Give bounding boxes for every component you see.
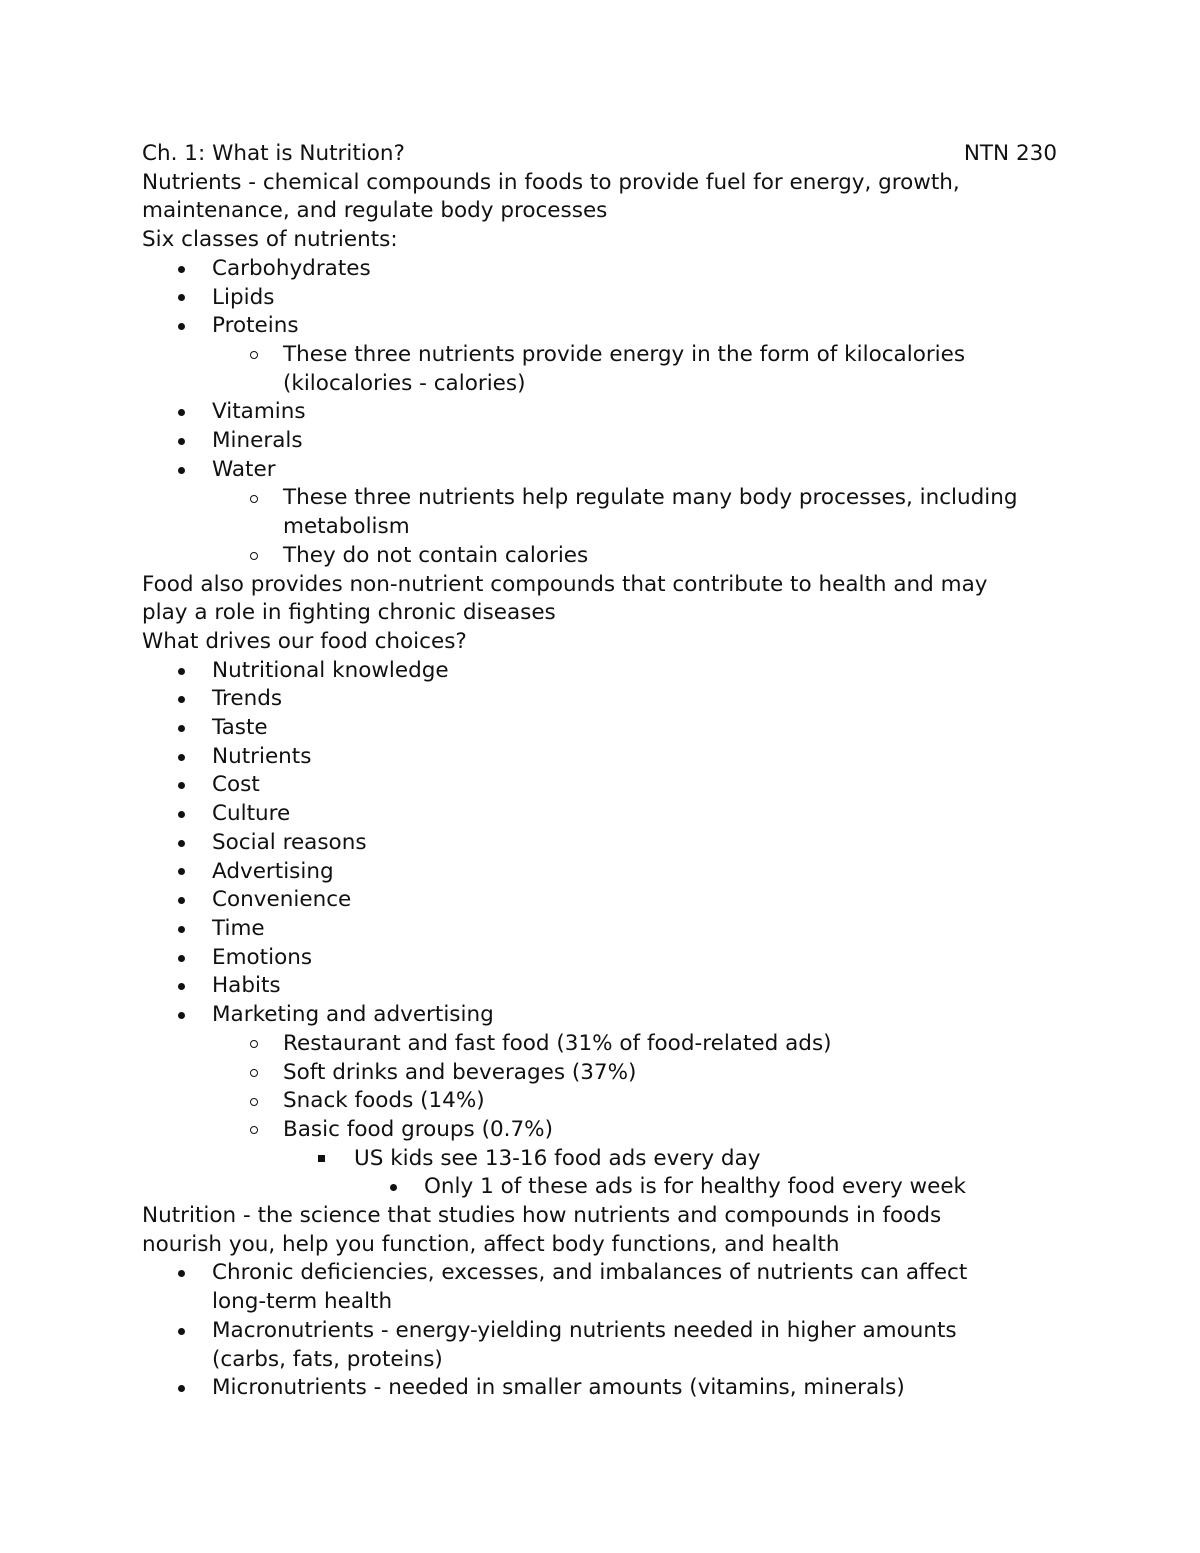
- bullet-dot-icon: [178, 944, 185, 973]
- bullet-dot-icon: [178, 915, 185, 944]
- list-item: Culture: [142, 800, 1057, 829]
- list-item: Trends: [142, 685, 1057, 714]
- header: [142, 140, 1057, 169]
- bullet-circle-icon: [250, 1059, 258, 1088]
- bullet-dot-icon: [178, 312, 185, 341]
- nutrients-definition-line: maintenance, and regulate body processes: [142, 198, 608, 224]
- list-item: Macronutrients - energy-yielding nutrients needed in higher amounts: [142, 1317, 1057, 1346]
- bullet-dot-icon: [178, 886, 185, 915]
- list-item: Micronutrients - needed in smaller amounts (vitamins, minerals): [142, 1374, 1057, 1403]
- bullet-circle-icon: [250, 1030, 258, 1059]
- bullet-dot-icon: [178, 456, 185, 485]
- list-item: Nutritional knowledge: [142, 657, 1057, 686]
- bullet-circle-icon: [250, 1116, 258, 1145]
- list-item-continuation: metabolism: [283, 514, 410, 540]
- bullet-dot-icon: [178, 829, 185, 858]
- list-item-continuation: (carbs, fats, proteins): [212, 1346, 443, 1372]
- list-item: Taste: [142, 714, 1057, 743]
- course-code: NTN 230: [963, 141, 1057, 166]
- list-item: These three nutrients help regulate many body processes, including: [142, 484, 1057, 513]
- bullet-dot-icon: [178, 1001, 185, 1030]
- food-choices-heading: What drives our food choices?: [142, 628, 467, 654]
- bullet-dot-icon: [178, 657, 185, 686]
- list-item-continuation: (kilocalories - calories): [283, 370, 526, 396]
- list-item: Snack foods (14%): [142, 1087, 1057, 1116]
- bullet-dot-icon: [178, 427, 185, 456]
- bullet-dot-icon: [178, 771, 185, 800]
- bullet-square-icon: [318, 1145, 325, 1174]
- bullet-circle-icon: [250, 341, 258, 370]
- list-item: Emotions: [142, 944, 1057, 973]
- list-item: Carbohydrates: [142, 255, 1057, 284]
- nutrients-definition-line: Nutrients - chemical compounds in foods to provide fuel for energy, growth,: [142, 169, 960, 195]
- bullet-dot-icon: [178, 714, 185, 743]
- list-item: Vitamins: [142, 398, 1057, 427]
- list-item: These three nutrients provide energy in the form of kilocalories: [142, 341, 1057, 370]
- bullet-dot-icon: [178, 858, 185, 887]
- bullet-dot-icon: [178, 972, 185, 1001]
- list-item: Basic food groups (0.7%): [142, 1116, 1057, 1145]
- list-item: Only 1 of these ads is for healthy food every week: [142, 1173, 1057, 1202]
- list-item: Minerals: [142, 427, 1057, 456]
- nutrient-classes-heading: Six classes of nutrients:: [142, 227, 398, 253]
- list-item: Proteins: [142, 312, 1057, 341]
- page-title: Ch. 1: What is Nutrition?: [142, 141, 405, 166]
- nutrition-definition-line: Nutrition - the science that studies how nutrients and compounds in foods: [142, 1203, 942, 1229]
- bullet-dot-icon: [178, 1374, 185, 1403]
- list-item: Time: [142, 915, 1057, 944]
- paragraph-line: Food also provides non-nutrient compounds that contribute to health and may: [142, 571, 988, 597]
- bullet-circle-icon: [250, 1087, 258, 1116]
- list-item: They do not contain calories: [142, 542, 1057, 571]
- bullet-dot-icon: [178, 685, 185, 714]
- bullet-circle-icon: [250, 484, 258, 513]
- bullet-dot-icon: [178, 1259, 185, 1288]
- list-item: Nutrients: [142, 743, 1057, 772]
- list-item-continuation: long-term health: [212, 1289, 393, 1315]
- list-item: Chronic deficiencies, excesses, and imbalances of nutrients can affect: [142, 1259, 1057, 1288]
- list-item: Advertising: [142, 858, 1057, 887]
- bullet-dot-icon: [390, 1173, 397, 1202]
- bullet-circle-icon: [250, 542, 258, 571]
- bullet-dot-icon: [178, 743, 185, 772]
- paragraph-line: play a role in fighting chronic diseases: [142, 600, 556, 626]
- list-item: Convenience: [142, 886, 1057, 915]
- list-item: US kids see 13-16 food ads every day: [142, 1145, 1057, 1174]
- list-item: Soft drinks and beverages (37%): [142, 1059, 1057, 1088]
- list-item: Water: [142, 456, 1057, 485]
- bullet-dot-icon: [178, 284, 185, 313]
- list-item: Cost: [142, 771, 1057, 800]
- bullet-dot-icon: [178, 1317, 185, 1346]
- list-item: Lipids: [142, 284, 1057, 313]
- list-item: Marketing and advertising: [142, 1001, 1057, 1030]
- bullet-dot-icon: [178, 800, 185, 829]
- list-item: Social reasons: [142, 829, 1057, 858]
- bullet-dot-icon: [178, 398, 185, 427]
- nutrition-definition-line: nourish you, help you function, affect body functions, and health: [142, 1231, 840, 1257]
- list-item: Restaurant and fast food (31% of food-related ads): [142, 1030, 1057, 1059]
- bullet-dot-icon: [178, 255, 185, 284]
- list-item: Habits: [142, 972, 1057, 1001]
- document-page: [142, 140, 1057, 1403]
